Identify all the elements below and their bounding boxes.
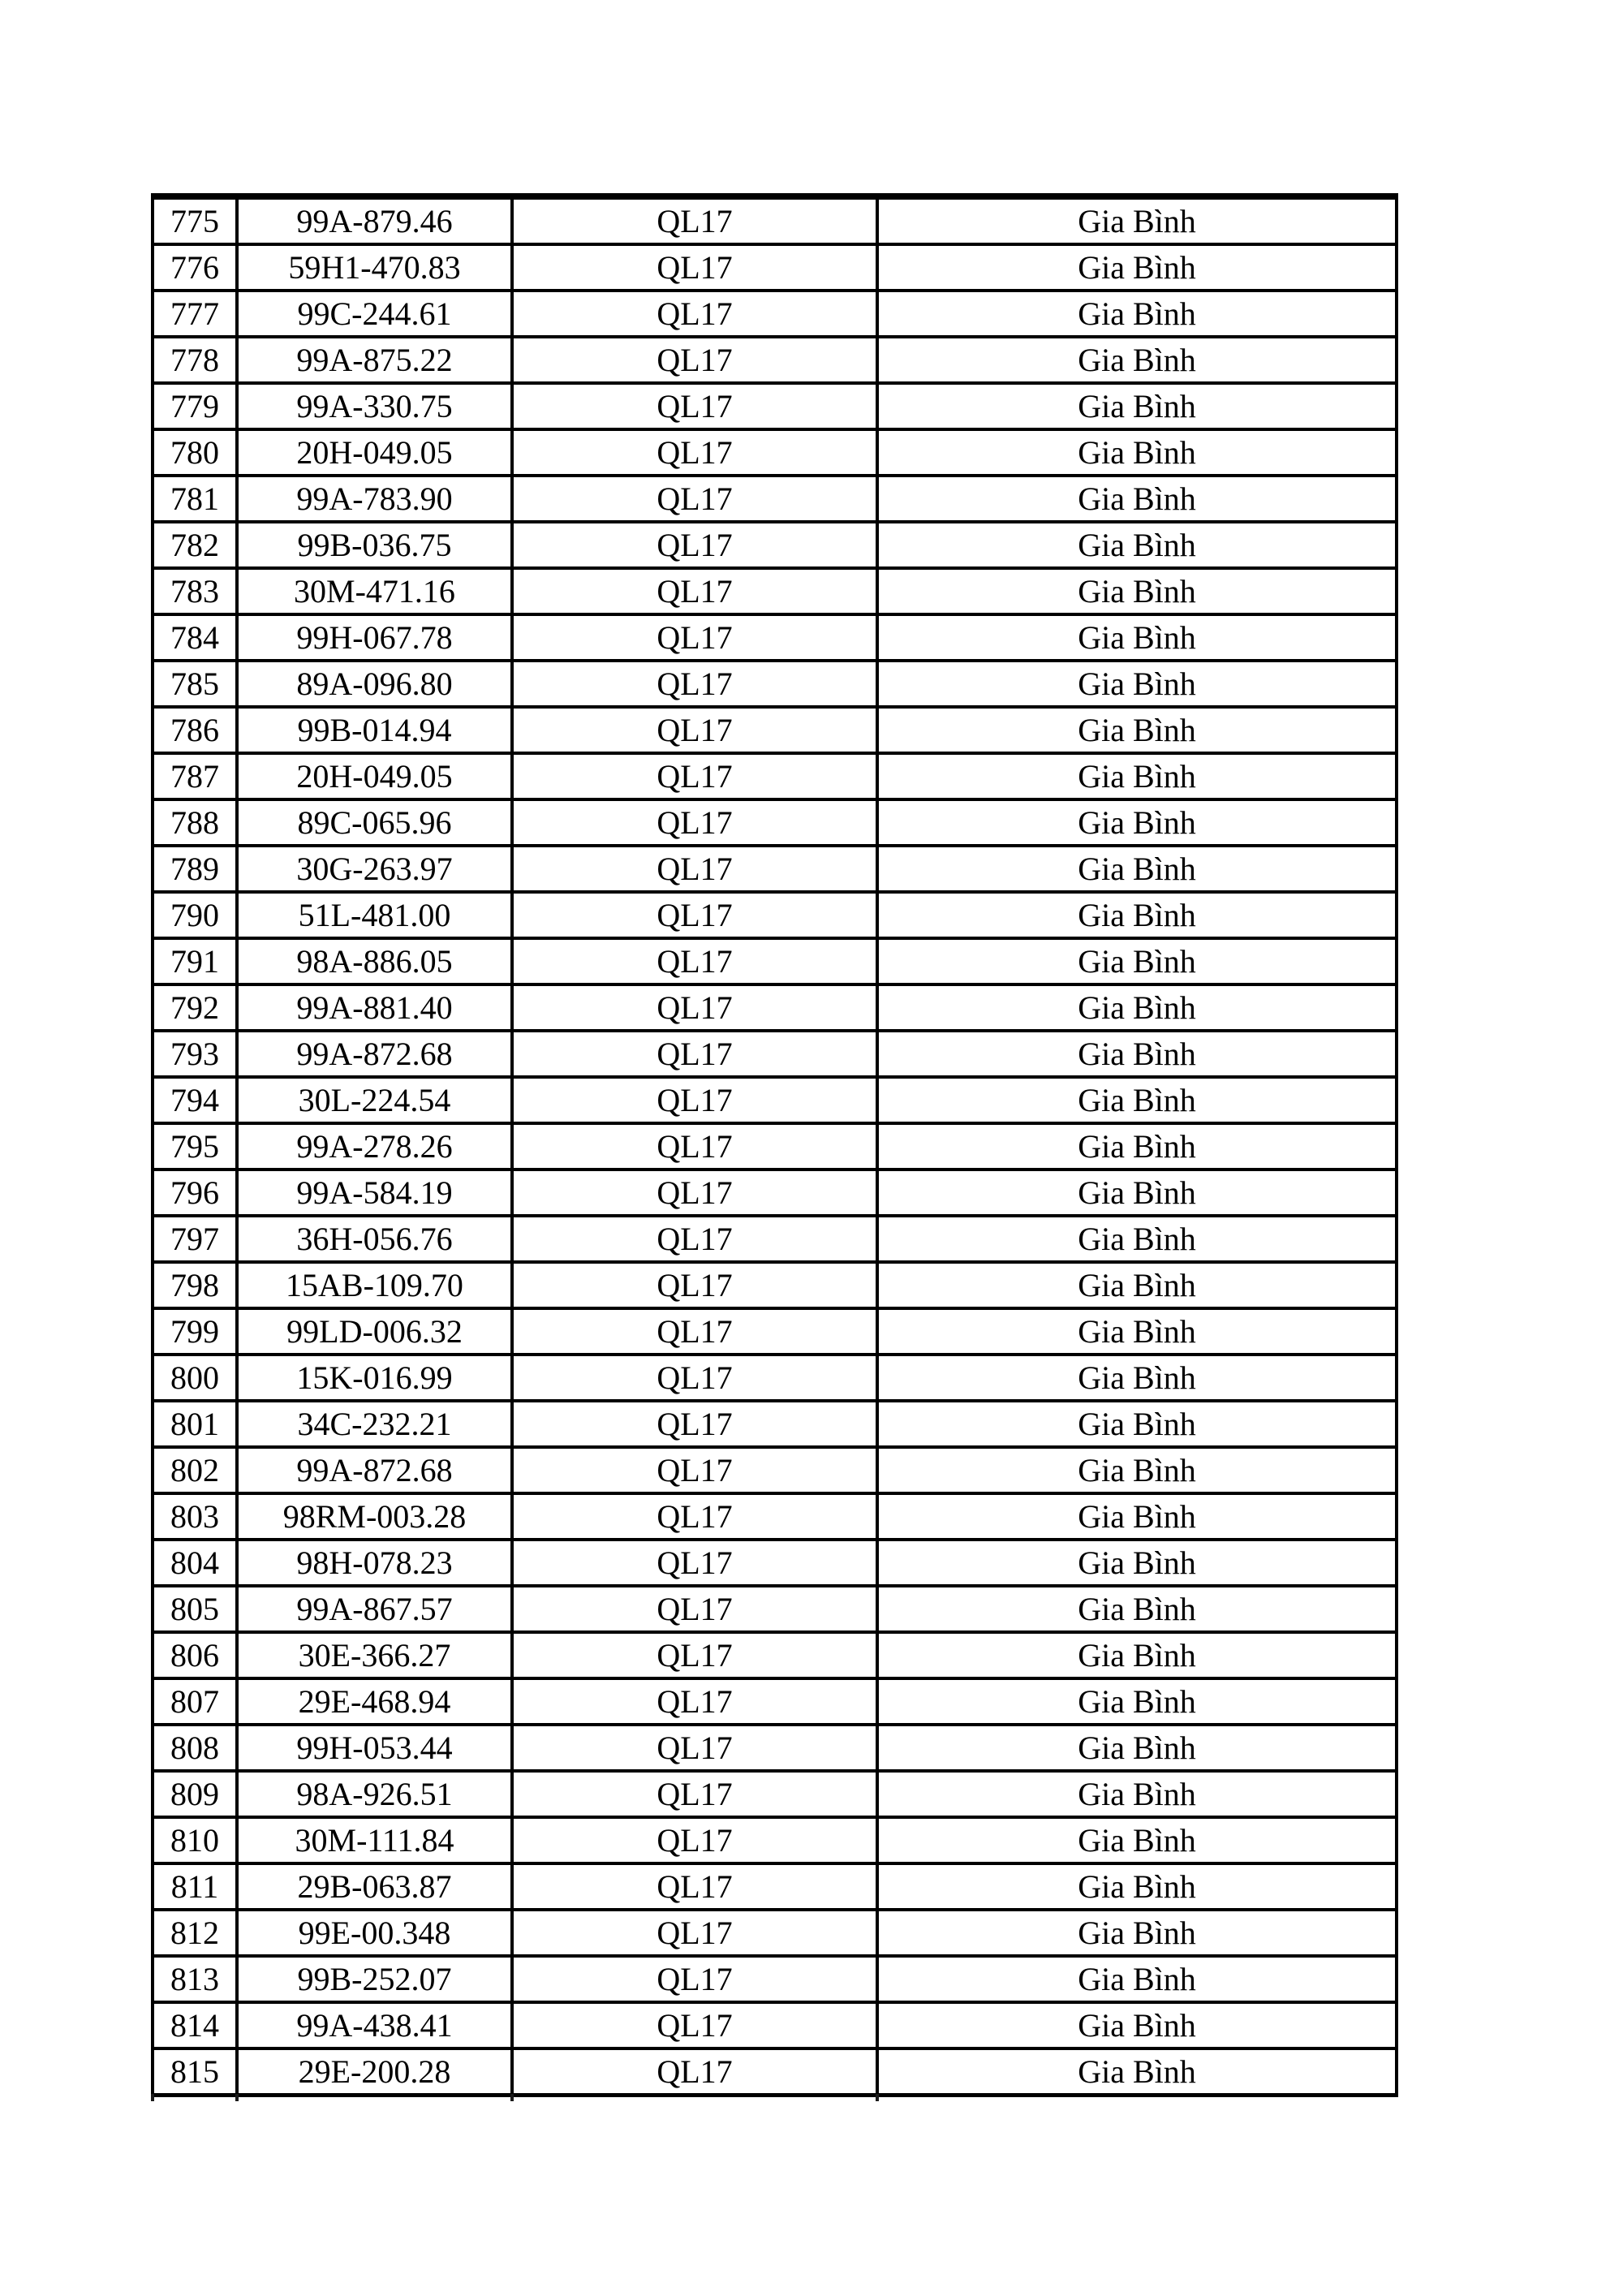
row-number-cell: 793 xyxy=(153,1031,237,1077)
plate-cell: 29E-468.94 xyxy=(237,1678,512,1725)
plate-cell: 89C-065.96 xyxy=(237,799,512,846)
route-cell: QL17 xyxy=(512,383,877,429)
plate-cell: 99H-067.78 xyxy=(237,614,512,661)
district-cell: Gia Bình xyxy=(877,1447,1397,1493)
route-cell: QL17 xyxy=(512,661,877,707)
route-cell: QL17 xyxy=(512,2002,877,2048)
district-cell: Gia Bình xyxy=(877,1170,1397,1216)
district-cell: Gia Bình xyxy=(877,1308,1397,1355)
district-cell: Gia Bình xyxy=(877,1863,1397,1910)
table-row xyxy=(153,291,1397,337)
district-cell: Gia Bình xyxy=(877,196,1397,244)
plate-cell: 59H1-470.83 xyxy=(237,244,512,291)
district-cell: Gia Bình xyxy=(877,1216,1397,1262)
table-row xyxy=(153,429,1397,476)
row-number-cell: 797 xyxy=(153,1216,237,1262)
district-cell: Gia Bình xyxy=(877,614,1397,661)
route-cell: QL17 xyxy=(512,522,877,568)
district-cell: Gia Bình xyxy=(877,938,1397,984)
district-cell: Gia Bình xyxy=(877,1355,1397,1401)
plate-cell: 20H-049.05 xyxy=(237,429,512,476)
plate-cell: 30L-224.54 xyxy=(237,1077,512,1123)
route-cell: QL17 xyxy=(512,1586,877,1632)
row-number-cell: 798 xyxy=(153,1262,237,1308)
route-cell: QL17 xyxy=(512,1170,877,1216)
table-row xyxy=(153,2048,1397,2096)
plate-cell: 29E-200.28 xyxy=(237,2048,512,2096)
row-number-cell: 814 xyxy=(153,2002,237,2048)
row-number-cell: 802 xyxy=(153,1447,237,1493)
route-cell: QL17 xyxy=(512,1447,877,1493)
district-cell: Gia Bình xyxy=(877,661,1397,707)
row-number-cell: 788 xyxy=(153,799,237,846)
district-cell: Gia Bình xyxy=(877,1586,1397,1632)
row-number-cell: 791 xyxy=(153,938,237,984)
plate-cell: 99A-278.26 xyxy=(237,1123,512,1170)
table-row xyxy=(153,1586,1397,1632)
plate-cell: 99B-036.75 xyxy=(237,522,512,568)
row-number-cell: 806 xyxy=(153,1632,237,1678)
plate-cell: 99A-879.46 xyxy=(237,196,512,244)
plate-cell: 99A-783.90 xyxy=(237,476,512,522)
row-number-cell: 777 xyxy=(153,291,237,337)
route-cell: QL17 xyxy=(512,707,877,753)
plate-cell: 30M-111.84 xyxy=(237,1817,512,1863)
district-cell: Gia Bình xyxy=(877,1401,1397,1447)
plate-cell: 99A-881.40 xyxy=(237,984,512,1031)
table-row xyxy=(153,1170,1397,1216)
table-row xyxy=(153,1817,1397,1863)
row-number-cell: 800 xyxy=(153,1355,237,1401)
plate-cell: 99A-438.41 xyxy=(237,2002,512,2048)
district-cell: Gia Bình xyxy=(877,1817,1397,1863)
table-row xyxy=(153,1632,1397,1678)
table-row xyxy=(153,1447,1397,1493)
district-cell: Gia Bình xyxy=(877,2002,1397,2048)
table-row xyxy=(153,196,1397,244)
district-cell: Gia Bình xyxy=(877,1771,1397,1817)
row-number-cell: 794 xyxy=(153,1077,237,1123)
route-cell: QL17 xyxy=(512,1771,877,1817)
plate-cell: 99A-872.68 xyxy=(237,1447,512,1493)
table-row xyxy=(153,799,1397,846)
clipped-next-row-border xyxy=(151,2094,154,2101)
table-row xyxy=(153,383,1397,429)
district-cell: Gia Bình xyxy=(877,1123,1397,1170)
route-cell: QL17 xyxy=(512,291,877,337)
route-cell: QL17 xyxy=(512,753,877,799)
row-number-cell: 781 xyxy=(153,476,237,522)
row-number-cell: 804 xyxy=(153,1540,237,1586)
row-number-cell: 796 xyxy=(153,1170,237,1216)
route-cell: QL17 xyxy=(512,1493,877,1540)
plate-cell: 51L-481.00 xyxy=(237,892,512,938)
route-cell: QL17 xyxy=(512,196,877,244)
row-number-cell: 808 xyxy=(153,1725,237,1771)
route-cell: QL17 xyxy=(512,1308,877,1355)
row-number-cell: 805 xyxy=(153,1586,237,1632)
table-row xyxy=(153,244,1397,291)
table-row xyxy=(153,1863,1397,1910)
table-row xyxy=(153,1262,1397,1308)
row-number-cell: 790 xyxy=(153,892,237,938)
district-cell: Gia Bình xyxy=(877,707,1397,753)
table-row xyxy=(153,1956,1397,2002)
plate-cell: 99A-330.75 xyxy=(237,383,512,429)
route-cell: QL17 xyxy=(512,476,877,522)
table-row xyxy=(153,476,1397,522)
table-row xyxy=(153,614,1397,661)
district-cell: Gia Bình xyxy=(877,1678,1397,1725)
table-row xyxy=(153,938,1397,984)
table-row xyxy=(153,1216,1397,1262)
row-number-cell: 795 xyxy=(153,1123,237,1170)
plate-cell: 99A-875.22 xyxy=(237,337,512,383)
route-cell: QL17 xyxy=(512,1678,877,1725)
table-row xyxy=(153,1910,1397,1956)
row-number-cell: 787 xyxy=(153,753,237,799)
row-number-cell: 803 xyxy=(153,1493,237,1540)
plate-cell: 89A-096.80 xyxy=(237,661,512,707)
row-number-cell: 785 xyxy=(153,661,237,707)
plate-cell: 98A-926.51 xyxy=(237,1771,512,1817)
route-cell: QL17 xyxy=(512,1123,877,1170)
district-cell: Gia Bình xyxy=(877,846,1397,892)
plate-cell: 99LD-006.32 xyxy=(237,1308,512,1355)
plate-cell: 15K-016.99 xyxy=(237,1355,512,1401)
district-cell: Gia Bình xyxy=(877,799,1397,846)
row-number-cell: 810 xyxy=(153,1817,237,1863)
table-row xyxy=(153,753,1397,799)
route-cell: QL17 xyxy=(512,1216,877,1262)
table-row xyxy=(153,1725,1397,1771)
table-row xyxy=(153,984,1397,1031)
plate-cell: 30M-471.16 xyxy=(237,568,512,614)
district-cell: Gia Bình xyxy=(877,522,1397,568)
row-number-cell: 815 xyxy=(153,2048,237,2096)
plate-cell: 30E-366.27 xyxy=(237,1632,512,1678)
route-cell: QL17 xyxy=(512,2048,877,2096)
route-cell: QL17 xyxy=(512,568,877,614)
district-cell: Gia Bình xyxy=(877,1031,1397,1077)
table-row xyxy=(153,1031,1397,1077)
route-cell: QL17 xyxy=(512,1956,877,2002)
district-cell: Gia Bình xyxy=(877,2048,1397,2096)
table-row xyxy=(153,1123,1397,1170)
route-cell: QL17 xyxy=(512,244,877,291)
district-cell: Gia Bình xyxy=(877,892,1397,938)
plate-cell: 30G-263.97 xyxy=(237,846,512,892)
row-number-cell: 786 xyxy=(153,707,237,753)
table-row xyxy=(153,1355,1397,1401)
route-cell: QL17 xyxy=(512,337,877,383)
table-body xyxy=(153,196,1397,2096)
table-row xyxy=(153,707,1397,753)
table-row xyxy=(153,846,1397,892)
district-cell: Gia Bình xyxy=(877,1910,1397,1956)
row-number-cell: 799 xyxy=(153,1308,237,1355)
route-cell: QL17 xyxy=(512,1262,877,1308)
plate-cell: 99A-584.19 xyxy=(237,1170,512,1216)
plate-cell: 99C-244.61 xyxy=(237,291,512,337)
row-number-cell: 778 xyxy=(153,337,237,383)
row-number-cell: 812 xyxy=(153,1910,237,1956)
row-number-cell: 801 xyxy=(153,1401,237,1447)
table-row xyxy=(153,1077,1397,1123)
row-number-cell: 783 xyxy=(153,568,237,614)
route-cell: QL17 xyxy=(512,1031,877,1077)
route-cell: QL17 xyxy=(512,1355,877,1401)
district-cell: Gia Bình xyxy=(877,1540,1397,1586)
district-cell: Gia Bình xyxy=(877,1956,1397,2002)
district-cell: Gia Bình xyxy=(877,291,1397,337)
route-cell: QL17 xyxy=(512,429,877,476)
district-cell: Gia Bình xyxy=(877,429,1397,476)
route-cell: QL17 xyxy=(512,984,877,1031)
vehicle-plate-table xyxy=(151,193,1398,2097)
route-cell: QL17 xyxy=(512,938,877,984)
route-cell: QL17 xyxy=(512,1540,877,1586)
row-number-cell: 775 xyxy=(153,196,237,244)
table-row xyxy=(153,1401,1397,1447)
row-number-cell: 809 xyxy=(153,1771,237,1817)
table-row xyxy=(153,337,1397,383)
route-cell: QL17 xyxy=(512,1725,877,1771)
plate-cell: 20H-049.05 xyxy=(237,753,512,799)
table-row xyxy=(153,1493,1397,1540)
plate-cell: 36H-056.76 xyxy=(237,1216,512,1262)
plate-cell: 98A-886.05 xyxy=(237,938,512,984)
table-row xyxy=(153,892,1397,938)
row-number-cell: 811 xyxy=(153,1863,237,1910)
district-cell: Gia Bình xyxy=(877,383,1397,429)
route-cell: QL17 xyxy=(512,614,877,661)
district-cell: Gia Bình xyxy=(877,753,1397,799)
table-row xyxy=(153,661,1397,707)
district-cell: Gia Bình xyxy=(877,1262,1397,1308)
table-row xyxy=(153,2002,1397,2048)
route-cell: QL17 xyxy=(512,892,877,938)
row-number-cell: 789 xyxy=(153,846,237,892)
row-number-cell: 779 xyxy=(153,383,237,429)
clipped-next-row-border xyxy=(510,2094,514,2101)
table-row xyxy=(153,522,1397,568)
table-row xyxy=(153,1771,1397,1817)
plate-cell: 99A-867.57 xyxy=(237,1586,512,1632)
route-cell: QL17 xyxy=(512,799,877,846)
plate-cell: 99B-252.07 xyxy=(237,1956,512,2002)
plate-cell: 99E-00.348 xyxy=(237,1910,512,1956)
district-cell: Gia Bình xyxy=(877,1725,1397,1771)
row-number-cell: 776 xyxy=(153,244,237,291)
district-cell: Gia Bình xyxy=(877,1632,1397,1678)
route-cell: QL17 xyxy=(512,846,877,892)
route-cell: QL17 xyxy=(512,1401,877,1447)
row-number-cell: 780 xyxy=(153,429,237,476)
row-number-cell: 784 xyxy=(153,614,237,661)
district-cell: Gia Bình xyxy=(877,568,1397,614)
clipped-next-row-border xyxy=(876,2094,879,2101)
table-row xyxy=(153,568,1397,614)
row-number-cell: 807 xyxy=(153,1678,237,1725)
plate-cell: 99A-872.68 xyxy=(237,1031,512,1077)
route-cell: QL17 xyxy=(512,1817,877,1863)
route-cell: QL17 xyxy=(512,1077,877,1123)
clipped-next-row-border xyxy=(235,2094,239,2101)
district-cell: Gia Bình xyxy=(877,476,1397,522)
plate-cell: 98H-078.23 xyxy=(237,1540,512,1586)
table-row xyxy=(153,1308,1397,1355)
row-number-cell: 792 xyxy=(153,984,237,1031)
plate-cell: 99H-053.44 xyxy=(237,1725,512,1771)
plate-cell: 34C-232.21 xyxy=(237,1401,512,1447)
route-cell: QL17 xyxy=(512,1863,877,1910)
plate-cell: 99B-014.94 xyxy=(237,707,512,753)
table-row xyxy=(153,1678,1397,1725)
district-cell: Gia Bình xyxy=(877,1493,1397,1540)
district-cell: Gia Bình xyxy=(877,1077,1397,1123)
district-cell: Gia Bình xyxy=(877,244,1397,291)
plate-cell: 29B-063.87 xyxy=(237,1863,512,1910)
row-number-cell: 813 xyxy=(153,1956,237,2002)
district-cell: Gia Bình xyxy=(877,337,1397,383)
district-cell: Gia Bình xyxy=(877,984,1397,1031)
plate-cell: 98RM-003.28 xyxy=(237,1493,512,1540)
plate-cell: 15AB-109.70 xyxy=(237,1262,512,1308)
route-cell: QL17 xyxy=(512,1632,877,1678)
row-number-cell: 782 xyxy=(153,522,237,568)
route-cell: QL17 xyxy=(512,1910,877,1956)
table-row xyxy=(153,1540,1397,1586)
